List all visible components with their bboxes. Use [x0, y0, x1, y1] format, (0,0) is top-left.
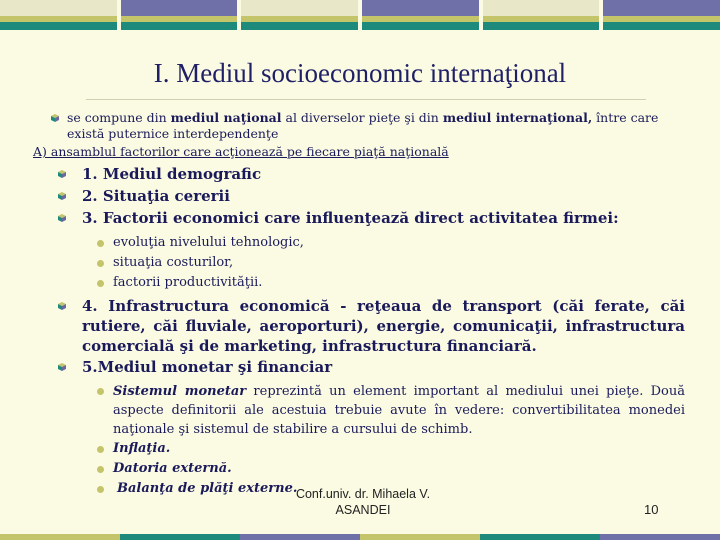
intro-text-pre: se compune din	[67, 110, 171, 125]
sub-item	[20, 459, 685, 479]
bar-segment	[360, 534, 480, 540]
slide-body	[20, 110, 685, 499]
dot-bullet-icon	[97, 466, 104, 473]
intro-strong-international: mediul internaţional,	[442, 110, 593, 125]
dot-bullet-icon	[97, 486, 104, 493]
bar-segment	[480, 534, 600, 540]
cube-bullet-icon	[57, 301, 67, 311]
bar-segment	[0, 534, 120, 540]
slide-title: I. Mediul socioeconomic internaţional	[153, 58, 567, 88]
intro-bullet	[32, 110, 685, 142]
bar-segment	[600, 534, 720, 540]
cube-bullet-icon	[57, 191, 67, 201]
sub-item-label: Inflaţia.	[113, 441, 171, 456]
sub-list-economic	[20, 233, 685, 293]
item-label: 3. Factorii economici care influenţează direct activitatea firmei:	[82, 209, 619, 227]
sub-item	[20, 382, 685, 439]
bottom-decorative-bar	[0, 534, 720, 540]
heading-a: A) ansamblul factorilor care acţionează pe fiecare piaţă naţională	[33, 144, 449, 159]
bar-segment	[121, 0, 238, 30]
dot-bullet-icon	[97, 240, 104, 247]
item-demand	[20, 185, 685, 207]
sub-item	[20, 273, 685, 293]
item-infrastructure	[20, 296, 685, 356]
item-label: 4. Infrastructura economică - reţeaua de transport (căi ferate, căi rutiere, căi fluviale, aeroporturi), energie, comunicaţii, infrastructura comercială şi de marketing, infrastructura financiară.	[82, 297, 685, 355]
cube-bullet-icon	[57, 213, 67, 223]
author-line-1: Conf.univ. dr. Mihaela V.	[295, 487, 431, 501]
sub-item-label: reprezintă un element important al mediului unei pieţe. Două aspecte definitorii ale acestuia trebuie avute în vedere: convertibilitatea monedei naţionale şi sistemul de stabilire a cursului de schimb.	[113, 384, 685, 437]
bar-segment	[241, 0, 358, 30]
cube-bullet-icon	[57, 362, 67, 372]
bar-segment	[120, 534, 240, 540]
item-label: 1. Mediul demografic	[82, 165, 262, 183]
bar-segment	[483, 0, 600, 30]
bar-segment	[362, 0, 479, 30]
title-divider	[86, 99, 646, 100]
top-decorative-bar	[0, 0, 720, 30]
item-monetary	[20, 356, 685, 378]
sub-item-strong: Sistemul monetar	[113, 384, 247, 399]
intro-text-mid: al diverselor pieţe şi din	[281, 110, 443, 125]
cube-bullet-icon	[50, 113, 60, 123]
sub-item-label: Datoria externă.	[113, 461, 232, 476]
item-label: 2. Situaţia cererii	[82, 187, 230, 205]
intro-text-end: între care există puternice interdependenţe	[67, 110, 659, 141]
sub-item	[20, 253, 685, 273]
cube-bullet-icon	[57, 169, 67, 179]
intro-strong-national: mediul naţional	[170, 110, 282, 125]
bar-segment	[0, 0, 117, 30]
dot-bullet-icon	[97, 260, 104, 267]
dot-bullet-icon	[97, 280, 104, 287]
sub-item-label: evoluţia nivelului tehnologic,	[113, 235, 304, 250]
item-economic-factors	[20, 207, 685, 229]
bar-segment	[240, 534, 360, 540]
dot-bullet-icon	[97, 446, 104, 453]
sub-item-label: situaţia costurilor,	[113, 255, 234, 270]
bar-segment	[603, 0, 720, 30]
author-line-2: ASANDEI	[335, 503, 391, 517]
page-number: 10	[644, 502, 659, 517]
sub-item	[20, 233, 685, 253]
sub-item-label: factorii productivităţii.	[113, 275, 263, 290]
sub-item	[20, 439, 685, 459]
sub-list-monetary	[20, 382, 685, 499]
dot-bullet-icon	[97, 388, 104, 395]
item-demographic	[20, 163, 685, 185]
item-label: 5.Mediul monetar şi financiar	[82, 358, 333, 376]
footer-author	[283, 486, 443, 518]
sub-item-label: Balanţa de plăţi externe.	[117, 481, 298, 496]
